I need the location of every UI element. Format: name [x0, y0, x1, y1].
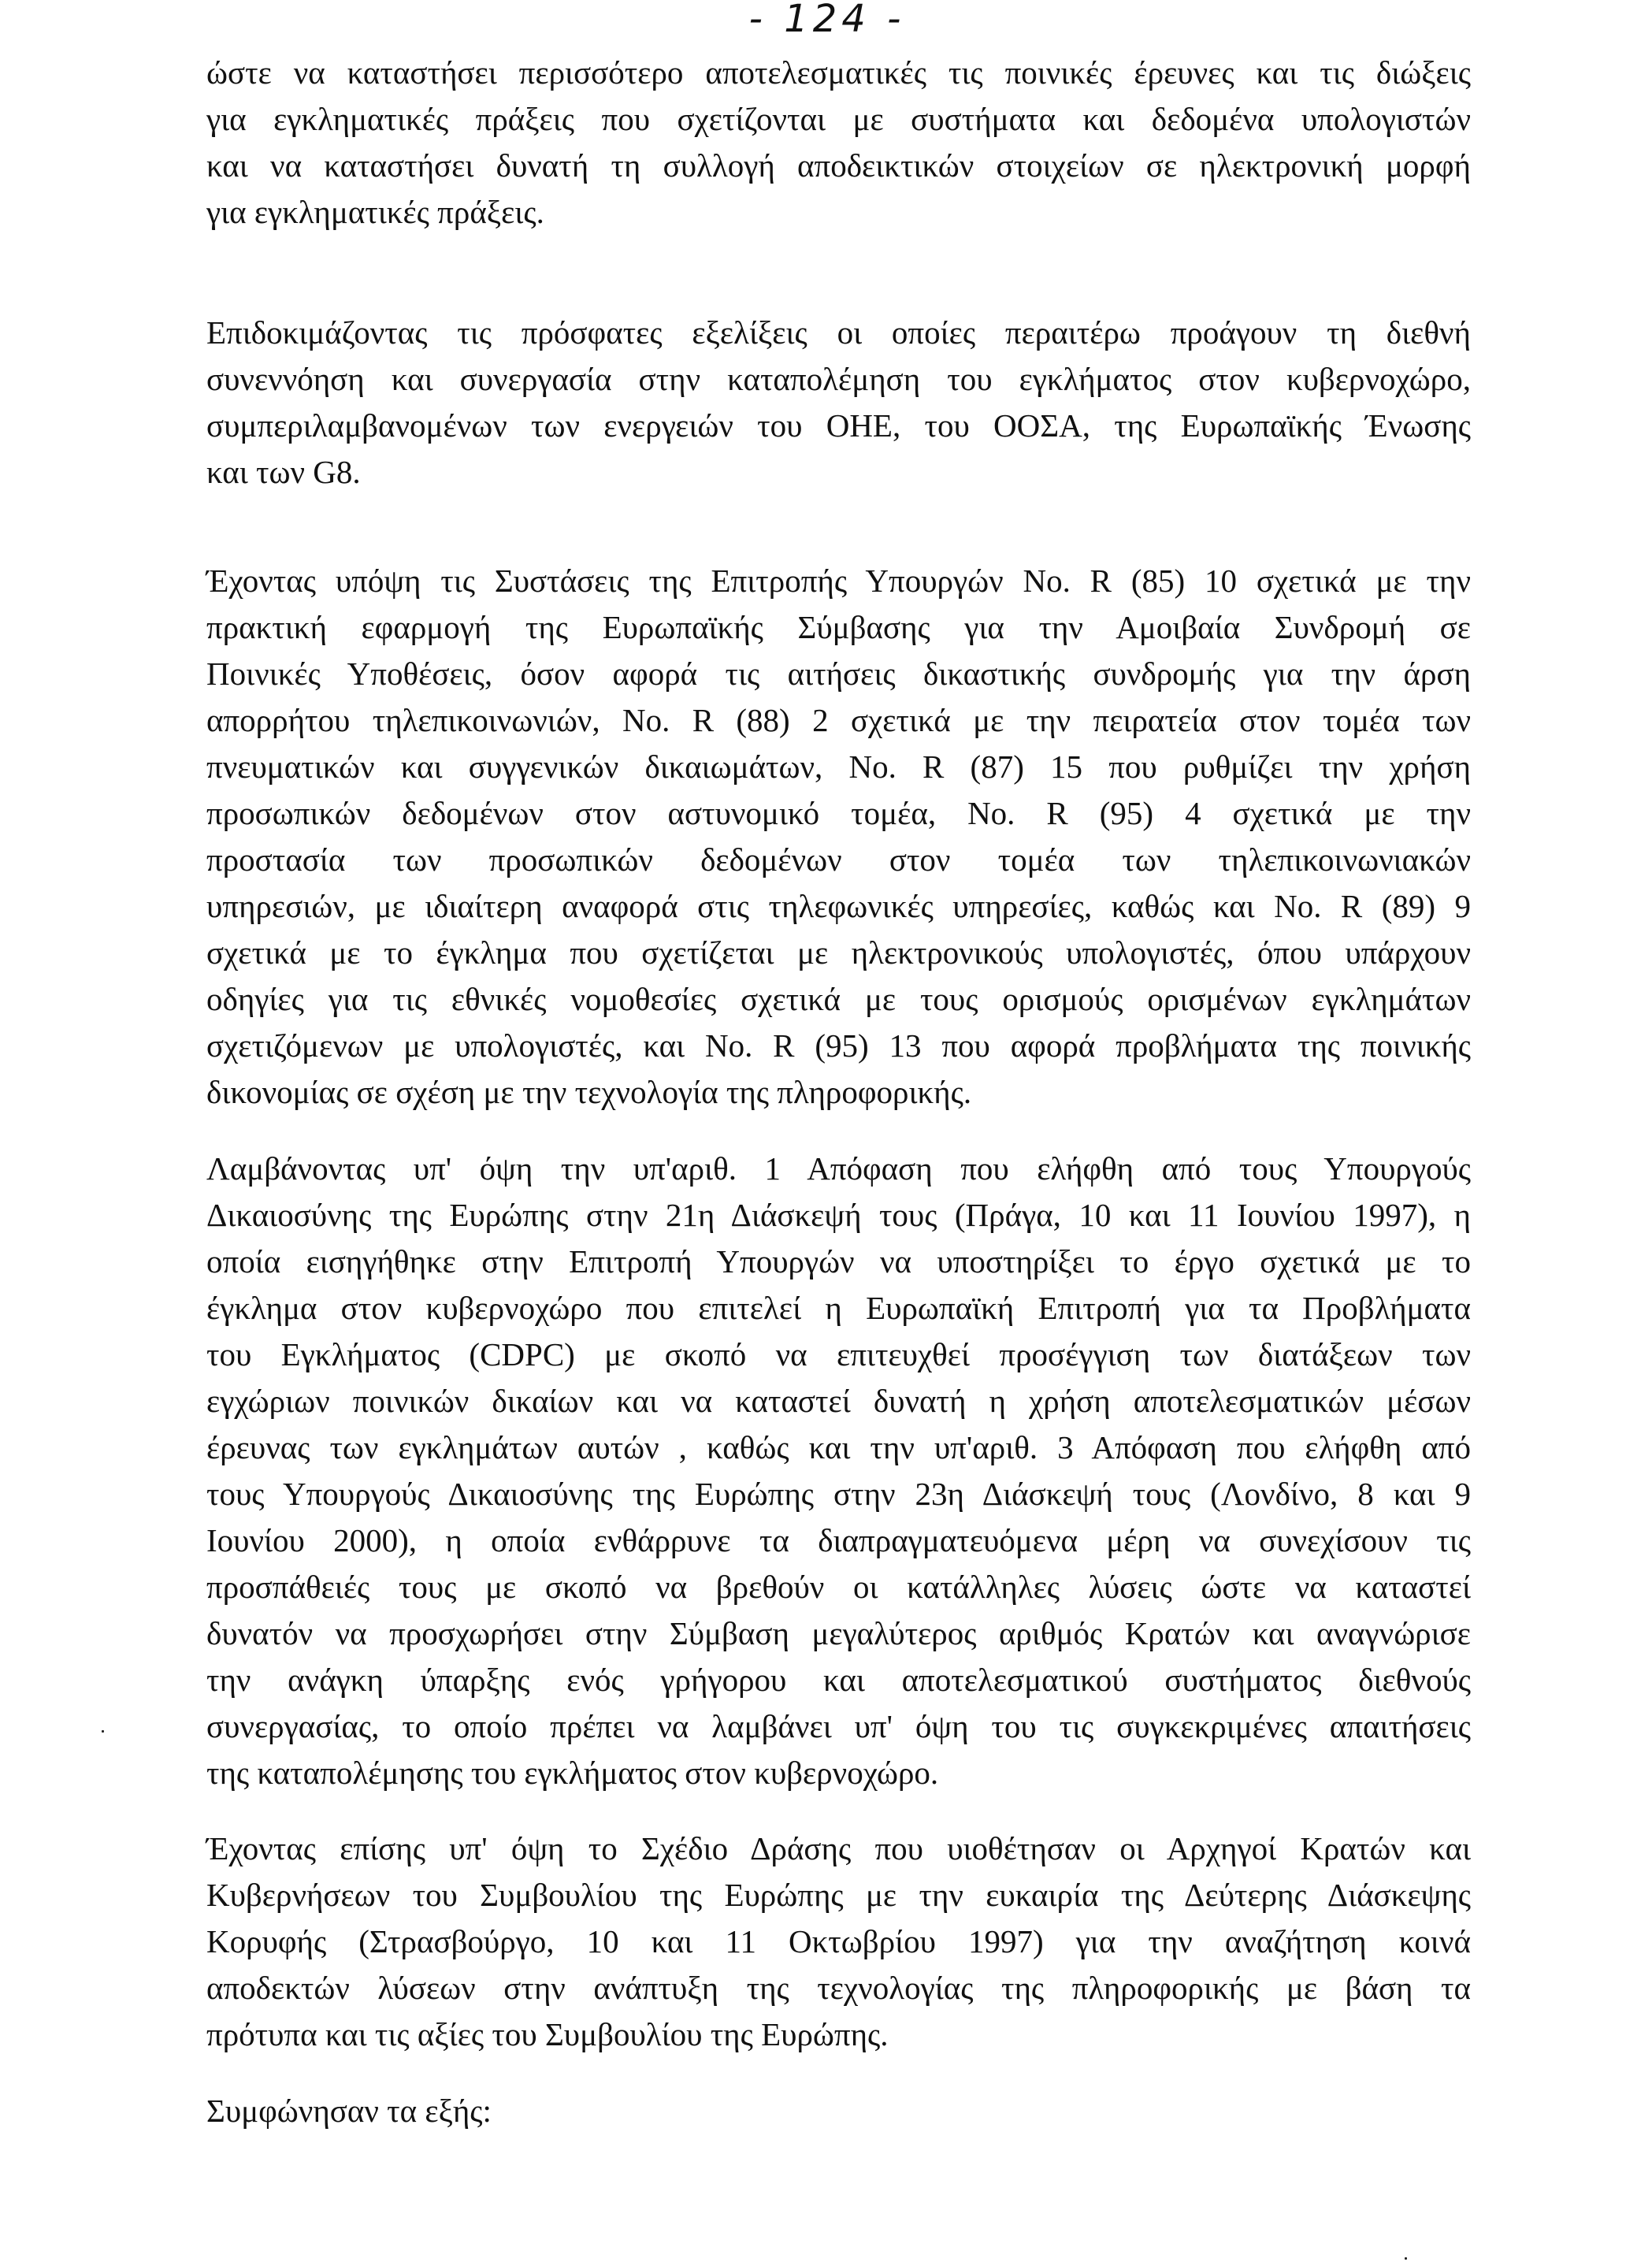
text-line: εγχώριων ποινικών δικαίων και να καταστεί δυνατή η χρήση αποτελεσματικών μέσων: [206, 1383, 1471, 1419]
text-line: οποία εισηγήθηκε στην Επιτροπή Υπουργών να υποστηρίξει το έργο σχετικά με το: [206, 1243, 1471, 1280]
text-line: δικονομίας σε σχέση με την τεχνολογία της πληροφορικής.: [206, 1074, 972, 1110]
text-line: απορρήτου τηλεπικοινωνιών, No. R (88) 2 σχετικά με την πειρατεία στον τομέα των: [206, 702, 1471, 738]
paragraph-2: [206, 310, 1471, 496]
text-line: πρότυπα και τις αξίες του Συμβουλίου της Ευρώπης.: [206, 2016, 889, 2052]
text-line: πνευματικών και συγγενικών δικαιωμάτων, No. R (87) 15 που ρυθμίζει την χρήση: [206, 748, 1471, 785]
text-line: για εγκληματικές πράξεις που σχετίζονται με συστήματα και δεδομένα υπολογιστών: [206, 101, 1471, 137]
text-line: Λαμβάνοντας υπ' όψη την υπ'αριθ. 1 Απόφαση που ελήφθη από τους Υπουργούς: [206, 1150, 1471, 1187]
text-line: προσπάθειές τους με σκοπό να βρεθούν οι κατάλληλες λύσεις ώστε να καταστεί: [206, 1569, 1471, 1605]
text-line: οδηγίες για τις εθνικές νομοθεσίες σχετικά με τους ορισμούς ορισμένων εγκλημάτων: [206, 981, 1471, 1017]
text-line: Έχοντας υπόψη τις Συστάσεις της Επιτροπής Υπουργών No. R (85) 10 σχετικά με την: [206, 563, 1471, 599]
handwritten-page-number: - 124 -: [748, 0, 906, 41]
paragraph-3: [206, 558, 1471, 1116]
text-line: Κορυφής (Στρασβούργο, 10 και 11 Οκτωβρίου 1997) για την αναζήτηση κοινά: [206, 1923, 1471, 1959]
text-line: προστασία των προσωπικών δεδομένων στον τομέα των τηλεπικοινωνιακών: [206, 841, 1471, 878]
text-line: Δικαιοσύνης της Ευρώπης στην 21η Διάσκεψή τους (Πράγα, 10 και 11 Ιουνίου 1997), η: [206, 1197, 1471, 1233]
text-line: έρευνας των εγκλημάτων αυτών , καθώς και την υπ'αριθ. 3 Απόφαση που ελήφθη από: [206, 1429, 1471, 1465]
text-line: συνεννόηση και συνεργασία στην καταπολέμηση του εγκλήματος στον κυβερνοχώρο,: [206, 361, 1471, 397]
text-line: σχετικά με το έγκλημα που σχετίζεται με ηλεκτρονικούς υπολογιστές, όπου υπάρχουν: [206, 934, 1471, 971]
text-line: Συμφώνησαν τα εξής:: [206, 2093, 492, 2129]
text-line: Ιουνίου 2000), η οποία ενθάρρυνε τα διαπραγματευόμενα μέρη να συνεχίσουν τις: [206, 1522, 1471, 1558]
text-line: και των G8.: [206, 454, 361, 490]
scan-speck: [102, 1730, 104, 1733]
text-line: της καταπολέμησης του εγκλήματος στον κυβερνοχώρο.: [206, 1755, 939, 1791]
text-line: προσωπικών δεδομένων στον αστυνομικό τομέα, No. R (95) 4 σχετικά με την: [206, 795, 1471, 831]
paragraph-6-agreed: [206, 2088, 1471, 2134]
text-line: Κυβερνήσεων του Συμβουλίου της Ευρώπης με την ευκαιρία της Δεύτερης Διάσκεψης: [206, 1877, 1471, 1913]
text-line: συμπεριλαμβανομένων των ενεργειών του ΟΗΕ, του ΟΟΣΑ, της Ευρωπαϊκής Ένωσης: [206, 407, 1471, 444]
paragraph-4: [206, 1146, 1471, 1796]
scan-speck: [1405, 2257, 1407, 2260]
text-line: Επιδοκιμάζοντας τις πρόσφατες εξελίξεις οι οποίες περαιτέρω προάγουν τη διεθνή: [206, 314, 1471, 351]
text-line: σχετιζόμενων με υπολογιστές, και No. R (95) 13 που αφορά προβλήματα της ποινικής: [206, 1027, 1471, 1064]
text-line: δυνατόν να προσχωρήσει στην Σύμβαση μεγαλύτερος αριθμός Κρατών και αναγνώρισε: [206, 1615, 1471, 1651]
text-line: για εγκληματικές πράξεις.: [206, 194, 544, 230]
text-line: αποδεκτών λύσεων στην ανάπτυξη της τεχνολογίας της πληροφορικής με βάση τα: [206, 1970, 1471, 2006]
paragraph-5: [206, 1826, 1471, 2058]
text-line: πρακτική εφαρμογή της Ευρωπαϊκής Σύμβασης για την Αμοιβαία Συνδρομή σε: [206, 609, 1471, 645]
text-line: και να καταστήσει δυνατή τη συλλογή αποδεικτικών στοιχείων σε ηλεκτρονική μορφή: [206, 147, 1471, 184]
paragraph-1: [206, 50, 1471, 236]
text-line: Έχοντας επίσης υπ' όψη το Σχέδιο Δράσης που υιοθέτησαν οι Αρχηγοί Κρατών και: [206, 1830, 1471, 1866]
text-line: υπηρεσιών, με ιδιαίτερη αναφορά στις τηλεφωνικές υπηρεσίες, καθώς και No. R (89) 9: [206, 888, 1471, 924]
text-line: έγκλημα στον κυβερνοχώρο που επιτελεί η Ευρωπαϊκή Επιτροπή για τα Προβλήματα: [206, 1290, 1471, 1326]
text-line: ώστε να καταστήσει περισσότερο αποτελεσματικές τις ποινικές έρευνες και τις διώξεις: [206, 54, 1471, 91]
text-line: τους Υπουργούς Δικαιοσύνης της Ευρώπης στην 23η Διάσκεψή τους (Λονδίνο, 8 και 9: [206, 1476, 1471, 1512]
text-line: συνεργασίας, το οποίο πρέπει να λαμβάνει υπ' όψη του τις συγκεκριμένες απαιτήσεις: [206, 1708, 1471, 1744]
text-line: την ανάγκη ύπαρξης ενός γρήγορου και αποτελεσματικού συστήματος διεθνούς: [206, 1662, 1471, 1698]
text-line: Ποινικές Υποθέσεις, όσον αφορά τις αιτήσεις δικαστικής συνδρομής για την άρση: [206, 656, 1471, 692]
text-line: του Εγκλήματος (CDPC) με σκοπό να επιτευχθεί προσέγγιση των διατάξεων των: [206, 1336, 1471, 1372]
